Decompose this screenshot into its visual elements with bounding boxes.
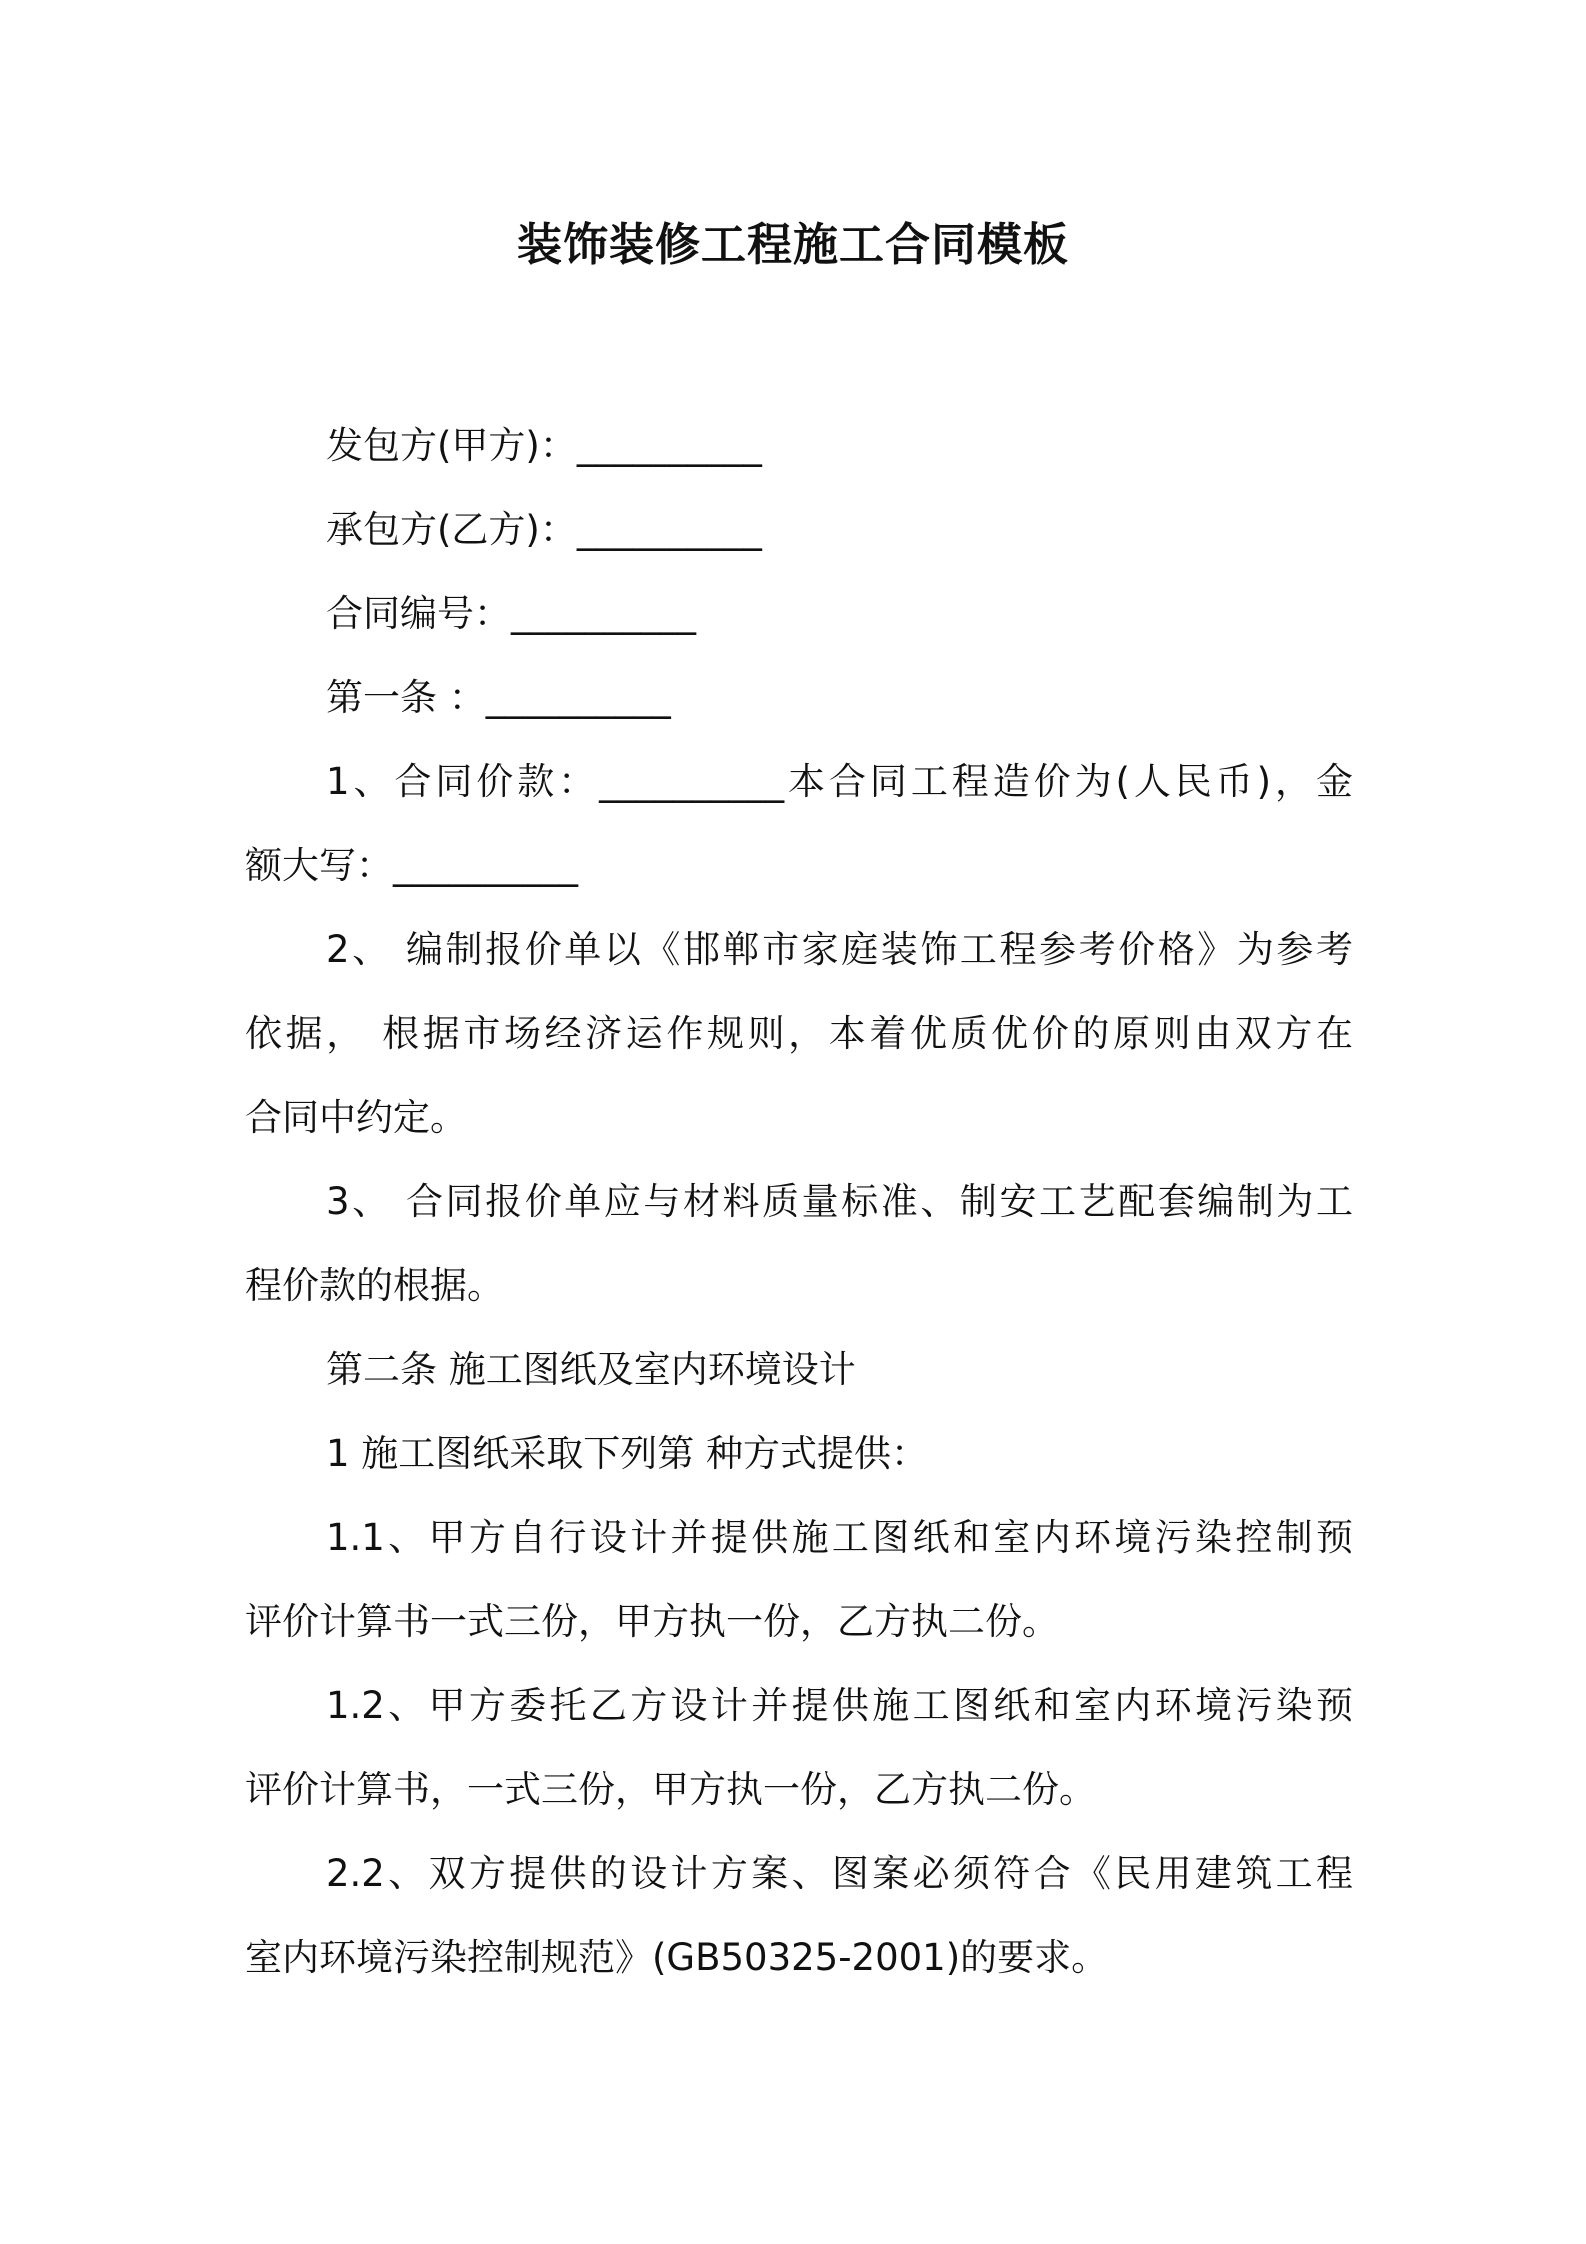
paragraph-line: 合同中约定。 [245,1096,467,1139]
article-2-heading: 第二条 施工图纸及室内环境设计 [326,1348,856,1391]
paragraph-line: 1.1、甲方自行设计并提供施工图纸和室内环境污染控制预 [326,1516,1353,1559]
paragraph-line: 1 施工图纸采取下列第 种方式提供： [326,1432,929,1475]
paragraph-line: 3、 合同报价单应与材料质量标准、制安工艺配套编制为工 [326,1180,1353,1223]
party-b-line: 承包方(乙方)：__________ [326,508,762,551]
party-a-line: 发包方(甲方)：__________ [326,424,762,467]
article-1-heading: 第一条 ：__________ [326,676,671,719]
paragraph-line: 评价计算书一式三份，甲方执一份，乙方执二份。 [245,1600,1059,1643]
paragraph-line: 2、 编制报价单以《邯郸市家庭装饰工程参考价格》为参考 [326,928,1353,971]
paragraph-line: 评价计算书，一式三份，甲方执一份，乙方执二份。 [245,1768,1096,1811]
paragraph-line: 2.2、双方提供的设计方案、图案必须符合《民用建筑工程 [326,1852,1353,1895]
paragraph-line: 额大写：__________ [245,844,578,887]
paragraph-line: 1、合同价款：__________本合同工程造价为(人民币)，金 [326,760,1353,803]
document-title: 装饰装修工程施工合同模板 [516,218,1069,271]
paragraph-line: 程价款的根据。 [245,1264,504,1307]
paragraph-line: 室内环境污染控制规范》(GB50325-2001)的要求。 [245,1936,1109,1979]
paragraph-line: 依据， 根据市场经济运作规则，本着优质优价的原则由双方在 [245,1012,1353,1055]
contract-number-line: 合同编号：__________ [326,592,696,635]
paragraph-line: 1.2、甲方委托乙方设计并提供施工图纸和室内环境污染预 [326,1684,1353,1727]
document-body [245,404,1353,2000]
